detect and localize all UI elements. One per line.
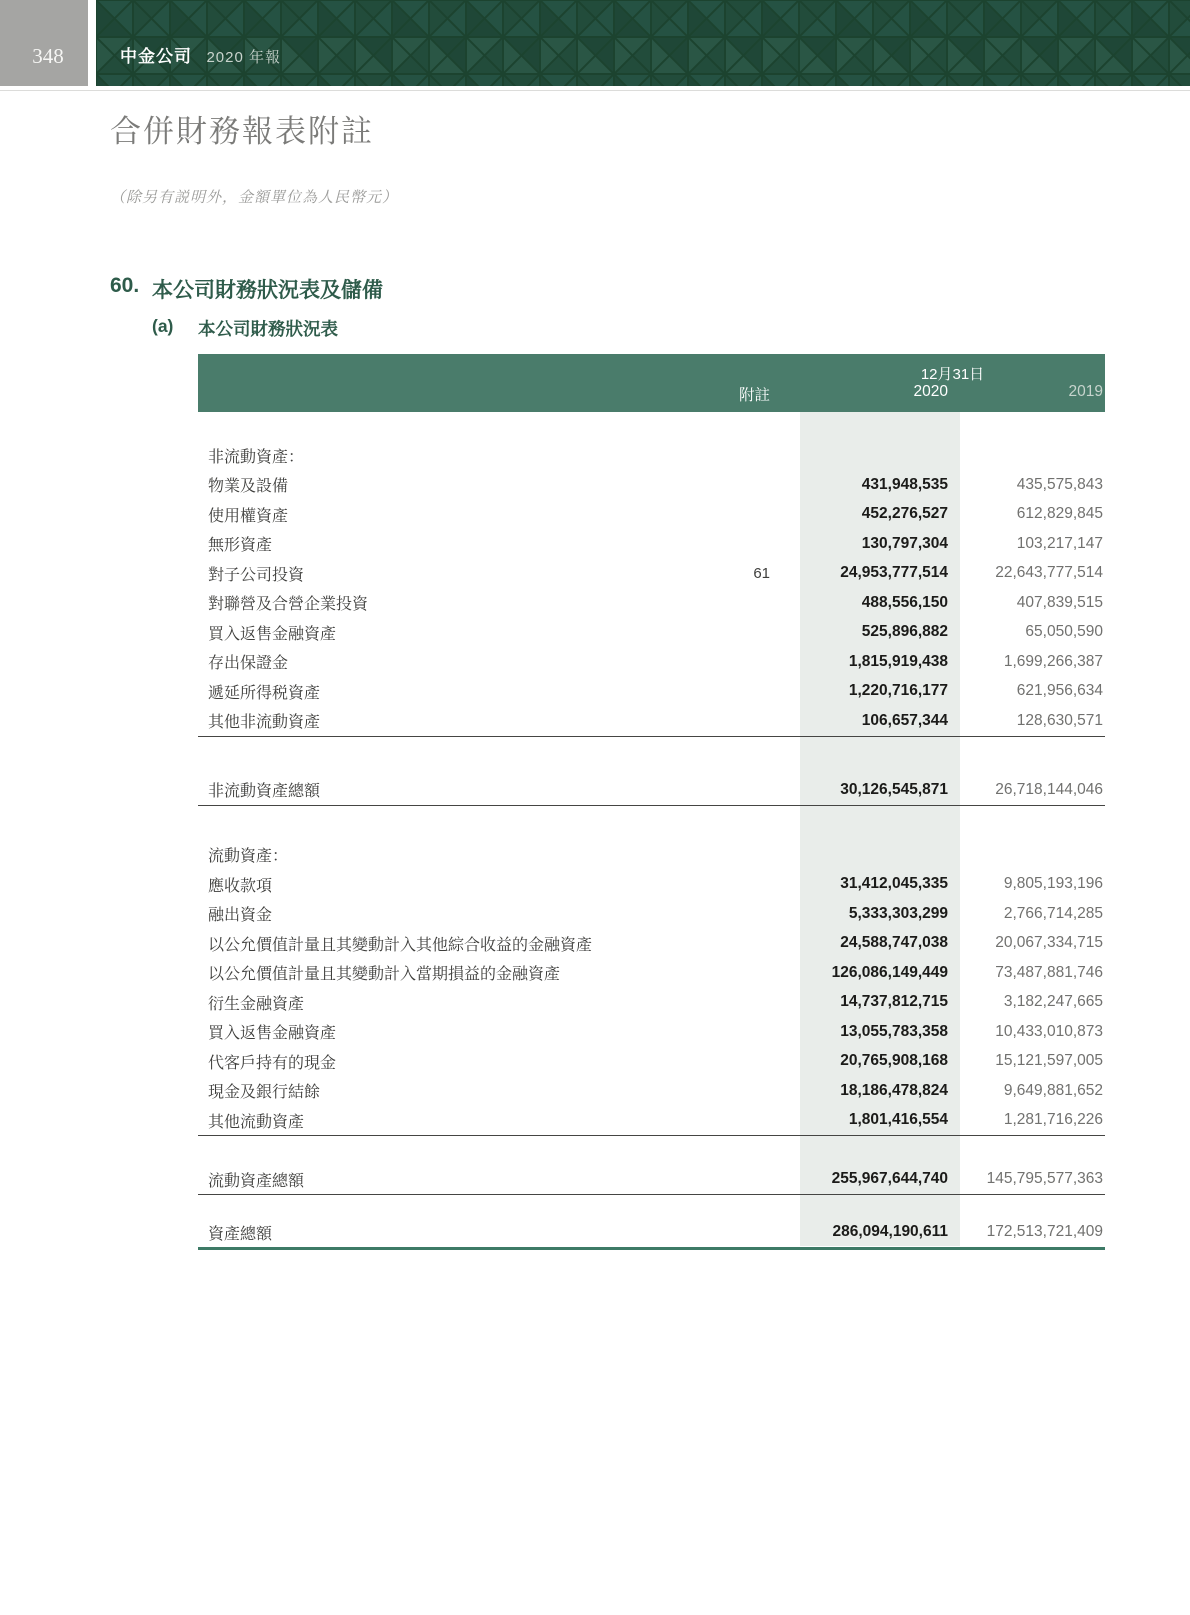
section-row-label: 流動資產： [208, 848, 289, 865]
row-value-2019: 20,067,334,715 [995, 934, 1103, 952]
row-label: 對聯營及合營企業投資 [208, 596, 369, 614]
subsection-title: 本公司財務狀況表 [198, 319, 338, 339]
row-label: 應收款項 [208, 877, 273, 895]
spacer [198, 737, 1105, 775]
row-value-2020: 24,953,777,514 [840, 564, 948, 582]
header-banner [96, 0, 1190, 86]
row-value-2020: 20,765,908,168 [840, 1052, 948, 1070]
row-value-2020: 31,412,045,335 [840, 875, 948, 893]
row-label: 代客戶持有的現金 [208, 1054, 337, 1072]
grand-total-rule [198, 1247, 1105, 1250]
row-value-2020: 525,896,882 [861, 623, 948, 641]
row-value-2019: 73,487,881,746 [995, 963, 1103, 981]
table-row [198, 500, 1105, 530]
row-value-2020: 5,333,303,299 [848, 904, 948, 922]
grand-total-label: 資產總額 [208, 1225, 273, 1243]
subtotal-value-2019: 145,795,577,363 [986, 1170, 1103, 1187]
financial-position-table [198, 354, 1105, 1250]
section-row-noncurrent [198, 440, 1105, 470]
table-row [198, 618, 1105, 648]
row-value-2019: 103,217,147 [1016, 534, 1103, 552]
subtotal-value-2020: 255,967,644,740 [831, 1170, 948, 1187]
subtotal-value-2020: 30,126,545,871 [840, 780, 948, 798]
header-label-col [198, 383, 720, 405]
table-row [198, 559, 1105, 589]
row-value-2020: 106,657,344 [861, 711, 948, 729]
row-label: 買入返售金融資產 [208, 1025, 337, 1043]
section-row-label: 非流動資產： [208, 448, 305, 466]
row-label: 其他流動資產 [208, 1113, 305, 1131]
header-year-2019: 2019 [1068, 383, 1103, 400]
row-value-2020: 18,186,478,824 [840, 1081, 948, 1099]
table-row [198, 899, 1105, 929]
section-number: 60. [110, 274, 140, 297]
header-year-2020: 2020 [913, 383, 948, 400]
row-value-2019: 9,805,193,196 [1003, 875, 1103, 893]
table-row [198, 529, 1105, 559]
spacer [198, 806, 1105, 840]
row-value-2019: 2,766,714,285 [1003, 904, 1103, 922]
row-label: 無形資產 [208, 537, 273, 555]
section-row-current [198, 840, 1105, 870]
row-value-2019: 15,121,597,005 [995, 1052, 1103, 1070]
spacer [198, 1136, 1105, 1164]
row-value-2019: 22,643,777,514 [995, 564, 1103, 582]
table-row [198, 1047, 1105, 1077]
table-row [198, 1017, 1105, 1047]
row-value-2019: 65,050,590 [1025, 623, 1103, 641]
row-value-2020: 1,801,416,554 [848, 1111, 948, 1129]
row-label: 遞延所得税資產 [208, 684, 321, 702]
subsection-label: (a) [152, 316, 174, 336]
spacer [198, 412, 1105, 440]
page-number: 348 [32, 43, 64, 68]
table-row [198, 958, 1105, 988]
row-value-2019: 10,433,010,873 [995, 1022, 1103, 1040]
subtotal-row-noncurrent [198, 775, 1105, 806]
grand-total-value-2019: 172,513,721,409 [986, 1223, 1103, 1240]
subtotal-label: 非流動資產總額 [208, 783, 321, 800]
row-value-2020: 126,086,149,449 [831, 963, 948, 981]
row-label: 以公允價值計量且其變動計入其他綜合收益的金融資產 [208, 936, 593, 954]
row-value-2020: 14,737,812,715 [840, 993, 948, 1011]
table-row [198, 870, 1105, 900]
table-row [198, 1076, 1105, 1106]
header-columns [198, 383, 1105, 405]
document-title: 合併財務報表附註 [110, 114, 374, 149]
section-title: 本公司財務狀況表及儲備 [152, 279, 383, 302]
row-value-2019: 435,575,843 [1016, 475, 1103, 493]
row-value-2019: 612,829,845 [1016, 505, 1103, 523]
table-row [198, 988, 1105, 1018]
table-row [198, 677, 1105, 707]
row-label: 物業及設備 [208, 478, 289, 496]
subtotal-value-2019: 26,718,144,046 [995, 780, 1103, 798]
row-label: 其他非流動資產 [208, 714, 321, 732]
company-name: 中金公司 [120, 47, 192, 66]
row-label: 存出保證金 [208, 655, 289, 673]
row-label: 使用權資產 [208, 507, 289, 525]
row-value-2019: 3,182,247,665 [1003, 993, 1103, 1011]
row-value-2020: 130,797,304 [861, 534, 948, 552]
page-number-box [0, 0, 88, 86]
section-heading [110, 274, 383, 304]
row-value-2020: 1,220,716,177 [848, 682, 948, 700]
table-row [198, 1106, 1105, 1137]
grand-total-row [198, 1217, 1105, 1247]
row-label: 買入返售金融資產 [208, 625, 337, 643]
report-edition: 2020 年報 [206, 49, 281, 66]
table-row [198, 929, 1105, 959]
row-value-2020: 1,815,919,438 [848, 652, 948, 670]
subtotal-label: 流動資產總額 [208, 1172, 305, 1190]
table-row [198, 706, 1105, 737]
row-value-2020: 13,055,783,358 [840, 1022, 948, 1040]
banner-text [120, 42, 281, 67]
subtotal-row-current [198, 1164, 1105, 1195]
row-value-2020: 488,556,150 [861, 593, 948, 611]
row-label: 對子公司投資 [208, 566, 305, 584]
row-note: 61 [753, 564, 770, 582]
row-value-2020: 431,948,535 [861, 475, 948, 493]
table-body [198, 412, 1105, 1250]
row-value-2019: 621,956,634 [1016, 682, 1103, 700]
header-divider [0, 90, 1190, 91]
table-row [198, 588, 1105, 618]
table-header [198, 354, 1105, 412]
row-value-2019: 128,630,571 [1016, 711, 1103, 729]
row-value-2019: 9,649,881,652 [1003, 1081, 1103, 1099]
row-value-2019: 1,699,266,387 [1003, 652, 1103, 670]
header-note-col: 附註 [738, 387, 770, 404]
row-label: 衍生金融資產 [208, 995, 305, 1013]
row-label: 現金及銀行結餘 [208, 1084, 321, 1102]
table-row [198, 470, 1105, 500]
spacer [198, 1195, 1105, 1217]
row-label: 以公允價值計量且其變動計入當期損益的金融資產 [208, 966, 561, 984]
row-value-2020: 24,588,747,038 [840, 934, 948, 952]
header-date-span: 12月31日 [920, 366, 985, 383]
grand-total-value-2020: 286,094,190,611 [832, 1223, 948, 1240]
table-row [198, 647, 1105, 677]
row-value-2019: 407,839,515 [1016, 593, 1103, 611]
row-value-2019: 1,281,716,226 [1003, 1111, 1103, 1129]
currency-unit-note: （除另有説明外，金額單位為人民幣元） [110, 189, 399, 206]
row-label: 融出資金 [208, 907, 273, 925]
subsection-heading [152, 316, 338, 341]
row-value-2020: 452,276,527 [861, 505, 948, 523]
